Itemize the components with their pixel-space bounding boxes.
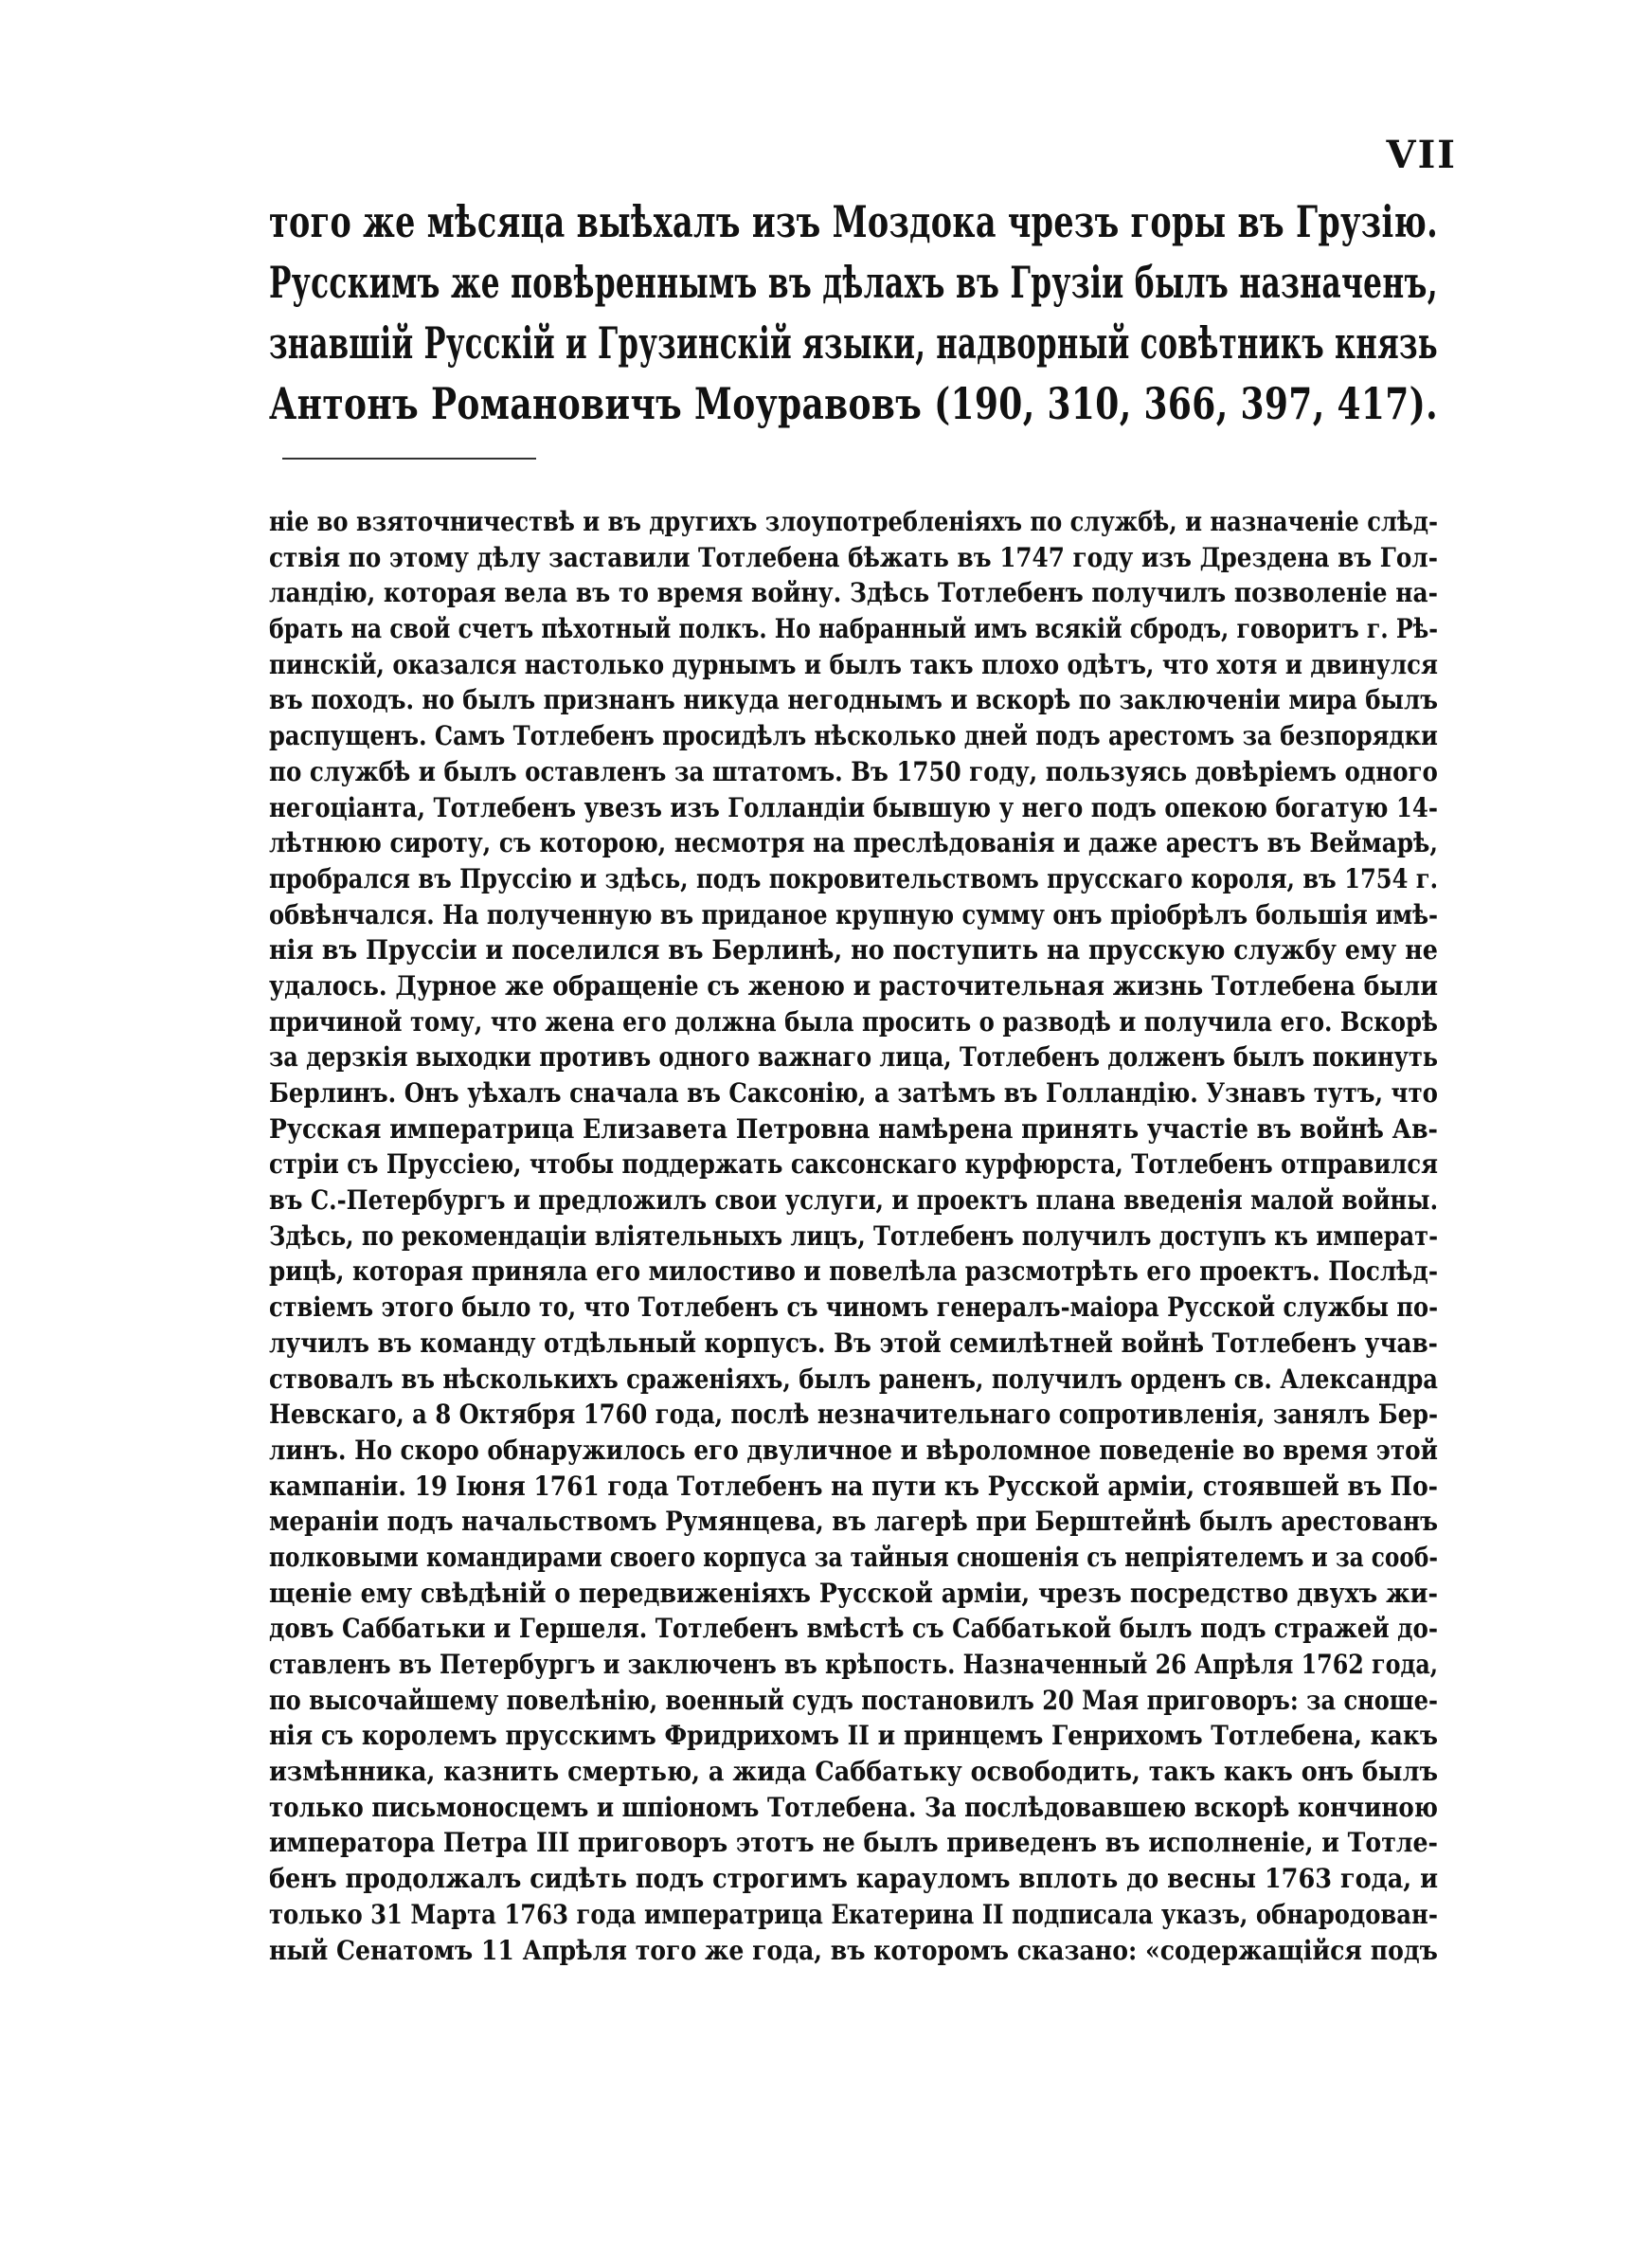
footnote-line: рицѣ, которая приняла его милостиво и повелѣла разсмотрѣть его проектъ. Послѣд-	[269, 1255, 1439, 1288]
footnote-line: мераніи подъ начальствомъ Румянцева, въ лагерѣ при Берштейнѣ былъ арестованъ	[269, 1506, 1439, 1538]
footnote-line: стріи съ Пруссіею, чтобы поддержать саксонскаго курфюрста, Тотлебенъ отправился	[269, 1148, 1438, 1181]
footnote-line: Невскаго, а 8 Октября 1760 года, послѣ незначительнаго сопротивленія, занялъ Бер-	[269, 1399, 1439, 1431]
footnote-line: щеніе ему свѣдѣній о передвиженіяхъ Русской арміи, чрезъ посредство двухъ жи-	[269, 1577, 1438, 1609]
footnote-line: по службѣ и былъ оставленъ за штатомъ. Въ 1750 году, пользуясь довѣріемъ одного	[269, 755, 1438, 787]
footnote-line: брать на свой счетъ пѣхотный полкъ. Но набранный имъ всякій сбродъ, говоритъ г. Рѣ-	[269, 613, 1439, 645]
footnote-line: ставленъ въ Петербургъ и заключенъ въ крѣпость. Назначенный 26 Апрѣля 1762 года,	[269, 1649, 1439, 1680]
footnote-line: ландію, которая вела въ то время войну. Здѣсь Тотлебенъ получилъ позволеніе на-	[269, 577, 1438, 609]
footnote-line: нія съ королемъ прусскимъ Фридрихомъ II и принцемъ Генрихомъ Тотлебена, какъ	[269, 1720, 1438, 1752]
footnote-line: только письмоносцемъ и шпіономъ Тотлебена. За послѣдовавшею вскорѣ кончиною	[269, 1791, 1438, 1823]
footnote-line: за дерзкія выходки противъ одного важнаго лица, Тотлебенъ долженъ былъ покинуть	[269, 1041, 1439, 1074]
footnote-line: ный Сенатомъ 11 Апрѣля того же года, въ которомъ сказано: «содержащійся подъ	[269, 1934, 1438, 1966]
footnote-line: ствія по этому дѣлу заставили Тотлебена бѣжать въ 1747 году изъ Дрездена въ Гол-	[269, 541, 1438, 573]
footnote-line: лѣтнюю сироту, съ которою, несмотря на преслѣдованія и даже арестъ въ Веймарѣ,	[269, 827, 1439, 859]
main-text-line: Антонъ Романовичъ Моуравовъ (190, 310, 366, 397, 417).	[269, 378, 1439, 429]
footnote-line: линъ. Но скоро обнаружилось его двуличное и вѣроломное поведеніе во время этой	[269, 1434, 1439, 1466]
footnote-line: распущенъ. Самъ Тотлебенъ просидѣлъ нѣсколько дней подъ арестомъ за безпорядки	[269, 720, 1438, 752]
footnote-line: обвѣнчался. На полученную въ приданое крупную сумму онъ пріобрѣлъ большія имѣ-	[269, 898, 1439, 930]
footnote-line: довъ Саббатьки и Гершеля. Тотлебенъ вмѣстѣ съ Саббатькой былъ подъ стражей до-	[269, 1613, 1439, 1645]
page-number: VII	[1386, 133, 1457, 177]
footnote-line: пинскій, оказался настолько дурнымъ и былъ такъ плохо одѣтъ, что хотя и двинулся	[269, 648, 1438, 680]
footnote-line: ствіемъ этого было то, что Тотлебенъ съ чиномъ генералъ-маіора Русской службы по-	[269, 1291, 1439, 1324]
footnote-line: по высочайшему повелѣнію, военный судъ постановилъ 20 Мая приговоръ: за сноше-	[269, 1684, 1438, 1716]
footnote-line: негоціанта, Тотлебенъ увезъ изъ Голландіи бывшую у него подъ опекою богатую 14-	[269, 791, 1438, 823]
main-text-line: знавшій Русскій и Грузинскій языки, надворный совѣтникъ князь	[269, 317, 1439, 369]
footnote-line: ніе во взяточничествѣ и въ другихъ злоупотребленіяхъ по службѣ, и назначеніе слѣд-	[269, 506, 1439, 537]
footnote-line: причиной тому, что жена его должна была просить о разводѣ и получила его. Вскорѣ	[269, 1005, 1439, 1038]
main-text-block	[269, 191, 1438, 434]
footnote-line: ствовалъ въ нѣсколькихъ сраженіяхъ, былъ раненъ, получилъ орденъ св. Александра	[269, 1363, 1439, 1395]
footnote-line: кампаніи. 19 Іюня 1761 года Тотлебенъ на пути къ Русской арміи, стоявшей въ По-	[269, 1470, 1439, 1502]
footnote-line: Русская императрица Елизавета Петровна намѣрена принять участіе въ войнѣ Ав-	[269, 1112, 1438, 1145]
footnote-line: только 31 Марта 1763 года императрица Екатерина II подписала указъ, обнародован-	[269, 1898, 1438, 1930]
main-text-line: Русскимъ же повѣреннымъ въ дѣлахъ въ Грузіи былъ назначенъ,	[269, 257, 1438, 308]
footnote-line: Берлинъ. Онъ уѣхалъ сначала въ Саксонію, а затѣмъ въ Голландію. Узнавъ тутъ, что	[269, 1077, 1438, 1109]
footnote-line: лучилъ въ команду отдѣльный корпусъ. Въ этой семилѣтней войнѣ Тотлебенъ учав-	[269, 1327, 1438, 1359]
footnote-block	[269, 504, 1438, 1968]
footnote-line: императора Петра III приговоръ этотъ не былъ приведенъ въ исполненіе, и Тотле-	[269, 1827, 1438, 1859]
footnote-line: нія въ Пруссіи и поселился въ Берлинѣ, но поступить на прусскую службу ему не	[269, 934, 1438, 966]
main-text-line: того же мѣсяца выѣхалъ изъ Моздока чрезъ горы въ Грузію.	[269, 196, 1439, 247]
footnote-line: полковыми командирами своего корпуса за тайныя сношенія съ непріятелемъ и за сооб-	[269, 1541, 1438, 1573]
footnote-line: пробрался въ Пруссію и здѣсь, подъ покровительствомъ прусскаго короля, въ 1754 г.	[269, 862, 1439, 894]
footnote-line: удалось. Дурное же обращеніе съ женою и расточительная жизнь Тотлебена были	[269, 969, 1438, 1002]
footnote-line: въ С.-Петербургъ и предложилъ свои услуги, и проектъ плана введенія малой войны.	[269, 1184, 1439, 1217]
footnote-line: измѣнника, казнить смертью, а жида Саббатьку освободить, такъ какъ онъ былъ	[269, 1756, 1439, 1788]
footnote-line: бенъ продолжалъ сидѣть подъ строгимъ карауломъ вплоть до весны 1763 года, и	[269, 1863, 1439, 1895]
footnote-separator	[282, 458, 536, 460]
footnote-line: Здѣсь, по рекомендаціи вліятельныхъ лицъ, Тотлебенъ получилъ доступъ къ императ-	[269, 1219, 1439, 1252]
footnote-line: въ походъ. но былъ признанъ никуда негоднымъ и вскорѣ по заключеніи мира былъ	[269, 684, 1439, 716]
